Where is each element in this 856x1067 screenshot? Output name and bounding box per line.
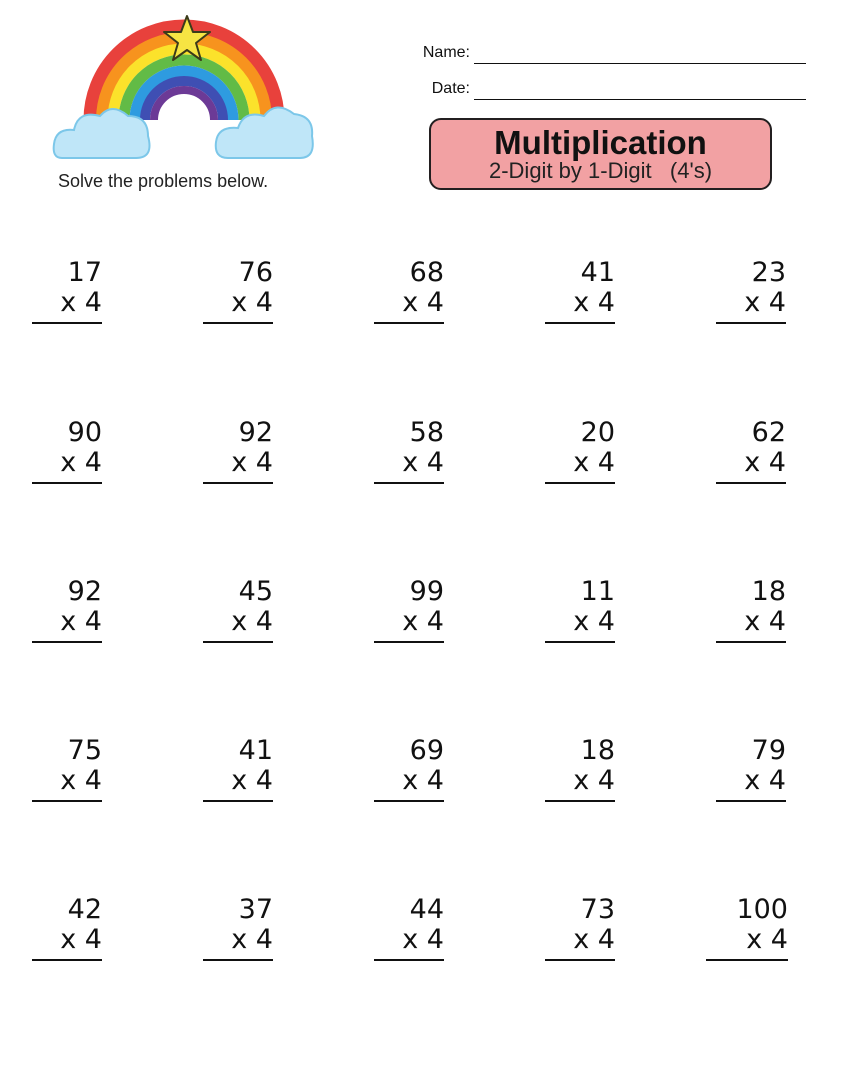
answer-line[interactable] <box>716 641 786 643</box>
date-label: Date: <box>431 80 470 97</box>
problem <box>32 258 102 324</box>
name-label: Name: <box>422 44 470 61</box>
answer-line[interactable] <box>374 641 444 643</box>
problem-multiplicand: 92 <box>67 576 102 607</box>
problem-multiplicand: 62 <box>751 417 786 448</box>
answer-line[interactable] <box>545 482 615 484</box>
problem-multiplicand: 20 <box>580 417 615 448</box>
problem-multiplicand: 69 <box>409 735 444 766</box>
problem <box>32 895 102 961</box>
answer-line[interactable] <box>374 800 444 802</box>
answer-line[interactable] <box>203 959 273 961</box>
problem-multiplier: x 4 <box>60 606 102 637</box>
answer-line[interactable] <box>32 959 102 961</box>
problem-multiplier: x 4 <box>402 765 444 796</box>
problem <box>716 577 786 643</box>
problem-multiplicand: 73 <box>580 894 615 925</box>
problem <box>374 736 444 802</box>
problem-multiplicand: 76 <box>238 257 273 288</box>
problem <box>374 258 444 324</box>
problem <box>716 736 786 802</box>
problem-multiplier: x 4 <box>60 287 102 318</box>
answer-line[interactable] <box>374 322 444 324</box>
problem-multiplier: x 4 <box>231 765 273 796</box>
answer-line[interactable] <box>203 322 273 324</box>
worksheet-subtitle: 2-Digit by 1-Digit (4's) <box>488 158 713 183</box>
problem-multiplier: x 4 <box>402 606 444 637</box>
answer-line[interactable] <box>545 322 615 324</box>
problem <box>32 736 102 802</box>
problem-multiplicand: 42 <box>67 894 102 925</box>
problem-multiplier: x 4 <box>744 287 786 318</box>
answer-line[interactable] <box>32 482 102 484</box>
problem-multiplier: x 4 <box>573 765 615 796</box>
problem-multiplicand: 11 <box>580 576 615 607</box>
answer-line[interactable] <box>706 959 788 961</box>
problem-multiplier: x 4 <box>573 447 615 478</box>
problem <box>374 577 444 643</box>
answer-line[interactable] <box>716 322 786 324</box>
problem <box>545 577 615 643</box>
problem-multiplier: x 4 <box>402 447 444 478</box>
problem-multiplier: x 4 <box>746 924 788 955</box>
problem-multiplier: x 4 <box>231 447 273 478</box>
problem-multiplicand: 99 <box>409 576 444 607</box>
problem-multiplier: x 4 <box>573 606 615 637</box>
answer-line[interactable] <box>374 959 444 961</box>
problem-multiplicand: 37 <box>238 894 273 925</box>
problem-multiplicand: 23 <box>751 257 786 288</box>
problem <box>545 258 615 324</box>
problem <box>716 418 786 484</box>
instructions-text: Solve the problems below. <box>58 171 269 191</box>
problem <box>545 895 615 961</box>
problem-multiplier: x 4 <box>402 287 444 318</box>
problem-multiplier: x 4 <box>744 447 786 478</box>
problem-multiplier: x 4 <box>60 765 102 796</box>
answer-line[interactable] <box>32 800 102 802</box>
problem-multiplicand: 68 <box>409 257 444 288</box>
answer-line[interactable] <box>203 800 273 802</box>
problem <box>545 418 615 484</box>
answer-line[interactable] <box>716 482 786 484</box>
problem-multiplicand: 18 <box>751 576 786 607</box>
problem-multiplier: x 4 <box>60 447 102 478</box>
problem-multiplicand: 75 <box>67 735 102 766</box>
problem-multiplier: x 4 <box>573 287 615 318</box>
problem <box>374 418 444 484</box>
problem <box>716 895 788 961</box>
problem <box>716 258 786 324</box>
answer-line[interactable] <box>545 800 615 802</box>
problem-multiplier: x 4 <box>60 924 102 955</box>
problem <box>203 418 273 484</box>
answer-line[interactable] <box>32 322 102 324</box>
problem-multiplicand: 100 <box>736 894 788 925</box>
problem-multiplicand: 41 <box>238 735 273 766</box>
answer-line[interactable] <box>203 482 273 484</box>
problem-multiplicand: 79 <box>751 735 786 766</box>
answer-line[interactable] <box>716 800 786 802</box>
problem <box>374 895 444 961</box>
problem-multiplier: x 4 <box>231 606 273 637</box>
problem <box>32 577 102 643</box>
problem-multiplicand: 17 <box>67 257 102 288</box>
worksheet-title: Multiplication <box>494 124 707 161</box>
problem-multiplicand: 18 <box>580 735 615 766</box>
answer-line[interactable] <box>374 482 444 484</box>
problem <box>203 258 273 324</box>
problem-multiplier: x 4 <box>744 606 786 637</box>
problem-multiplier: x 4 <box>231 924 273 955</box>
problem <box>203 736 273 802</box>
answer-line[interactable] <box>32 641 102 643</box>
problem <box>203 895 273 961</box>
problem-multiplicand: 45 <box>238 576 273 607</box>
problem-multiplicand: 44 <box>409 894 444 925</box>
problem <box>32 418 102 484</box>
problem-multiplier: x 4 <box>744 765 786 796</box>
problem-multiplicand: 41 <box>580 257 615 288</box>
answer-line[interactable] <box>545 641 615 643</box>
problem <box>545 736 615 802</box>
problem-multiplier: x 4 <box>231 287 273 318</box>
problem-multiplicand: 58 <box>409 417 444 448</box>
problem-multiplier: x 4 <box>573 924 615 955</box>
answer-line[interactable] <box>203 641 273 643</box>
problem-multiplicand: 90 <box>67 417 102 448</box>
answer-line[interactable] <box>545 959 615 961</box>
problem-multiplicand: 92 <box>238 417 273 448</box>
problem <box>203 577 273 643</box>
problem-multiplier: x 4 <box>402 924 444 955</box>
